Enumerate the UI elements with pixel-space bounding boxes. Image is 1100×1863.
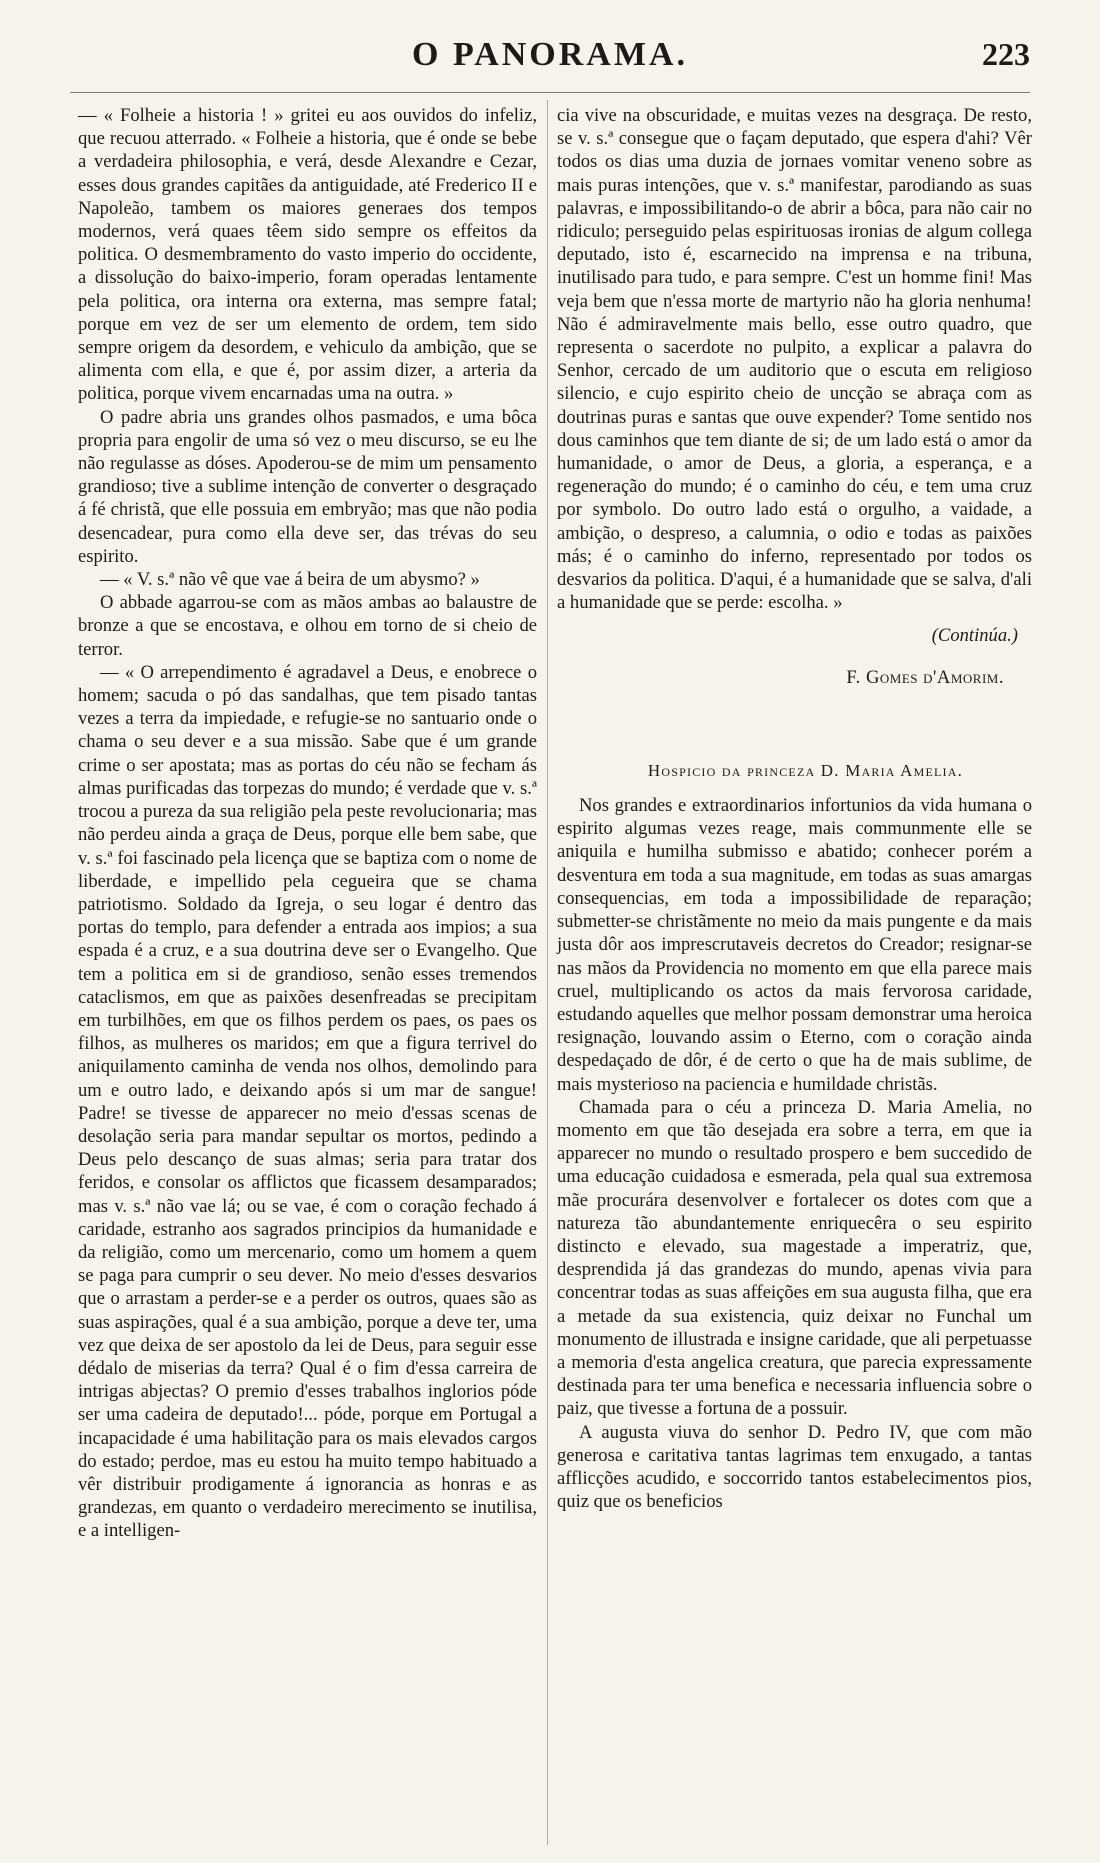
paragraph: — « V. s.ª não vê que vae á beira de um abysmo? » xyxy=(100,569,480,591)
paragraph: O abbade agarrou-se com as mãos ambas ao balaustre de bronze a que se encostava, e olhou em torno de si cheio de terror. xyxy=(78,592,537,660)
page-number: 223 xyxy=(982,36,1030,72)
paragraph: O padre abria uns grandes olhos pasmados, e uma bôca propria para engolir de uma só vez o meu discurso, se eu lhe não regulasse as dóses. Apoderou-se de mim um pensamento grandioso; tive a sublime intenção de converter o desgraçado á fé christã, que elle possuia em embryão; mas que não podia desencadear, pura como ella deve ser, das trévas do seu espirito. xyxy=(78,406,537,567)
paragraph: Chamada para o céu a princeza D. Maria Amelia, no momento em que tão desejada era sobre a terra, em que ia apparecer no mundo o resultado prospero e bem succedido de uma educação cuidadosa e esmerada, pela qual sua extremosa mãe procurára desenvolver e fortalecer os dotes com que a natureza tão abundantemente enriquecêra o seu espirito distincto e elevado, sua magestade a imperatriz, que, desprendida já das grandezas do mundo, apenas vivia para concentrar todas as suas affeições em sua augusta filha, que era a metade da sua existencia, quiz deixar no Funchal um monumento de illustrada e insigne caridade, que ali perpetuasse a memoria d'esta angelica creatura, que parecia expressamente destinada para ter uma benefica e necessaria influencia sobre o paiz, que tivesse a fortuna de a possuir. xyxy=(557,1096,1032,1420)
column-divider xyxy=(547,100,548,1845)
paragraph: — « O arrependimento é agradavel a Deus, e enobrece o homem; sacuda o pó das sandalhas, que tem pisado tantas vezes a terra da impiedade, e refugie-se no santuario onde o chama o seu dever e a sua missão. Sabe que é um grande crime o ser apostata; mas as portas do céu não se fecham ás almas purificadas das torpezas do mundo; é verdade que v. s.ª trocou a pureza da sua religião pela peste revolucionaria; mas não perdeu ainda a graça de Deus, porque elle bem sabe, que v. s.ª foi fascinado pela licença que se baptiza com o nome de liberdade, e impellido pela cegueira que se chama patriotismo. Soldado da Igreja, o seu logar é dentro das portas do templo, para defender a entrada aos impios; a sua espada é a cruz, e a sua doutrina deve ser o Evangelho. Que tem a politica em si de grandioso, senão esses tremendos cataclismos, em que as paixões desenfreadas se precipitam em turbilhões, em que os filhos perdem os paes, os paes os filhos, as mulheres os maridos; em que a figura terrivel do aniquilamento caminha de venda nos olhos, demolindo para um e outro lado, e deixando após si um mar de sangue! Padre! se tivesse de apparecer no meio d'essas scenas de desolação seria para mandar sepultar os mortos, pedindo a Deus pelo descanço de suas almas; seria para tratar dos feridos, e consolar os afflictos que ficassem desamparados; mas v. s.ª não vae lá; ou se vae, é com o coração fechado á caridade, estranho aos sagrados principios da humanidade e da religião, como um mercenario, como um homem a quem se paga para cumprir o seu dever. No meio d'esses desvarios que o arrastam a perder-se e a perder os outros, quaes são as suas aspirações, qual é a sua ambição, porque a deve ter, uma vez que deixa de ser apostolo da lei de Deus, para seguir esse dédalo de miserias da terra? Qual é o fim d'essa carreira de intrigas abjectas? O premio d'esses trabalhos inglorios póde ser uma cadeira de deputado!... póde, porque em Portugal a incapacidade é uma habilitação para os mais elevados cargos do estado; perdoe, mas eu estou ha muito tempo habituado a vêr distribuir prodigamente á ignorancia as honras e as grandezas, em quanto o verdadeiro merecimento se inutilisa, e a intelligen- xyxy=(78,661,537,1542)
left-column xyxy=(78,104,537,1543)
section-title: Hospicio da princeza D. Maria Amelia. xyxy=(647,760,964,780)
continued-note: (Continúa.) xyxy=(931,625,1018,647)
right-column xyxy=(557,104,1032,1513)
page-header xyxy=(70,36,1030,86)
author-signature: F. Gomes d'Amorim. xyxy=(846,666,1004,688)
paragraph: — « Folheie a historia ! » gritei eu aos ouvidos do infeliz, que recuou atterrado. « Folheie a historia, que é onde se bebe a verdadeira philosophia, e verá, desde Alexandre e Cezar, esses dous grandes capitães da antiguidade, até Frederico II e Napoleão, tambem os maiores generaes dos tempos modernos, verá quaes têem sido sempre os effeitos da politica. O desmembramento do vasto imperio do occidente, a dissolução do baixo-imperio, foram operadas lentamente pela politica, ora interna ora externa, mas sempre fatal; porque em vez de ser um elemento de ordem, tem sido sempre origem da desordem, e vehiculo da ambição, que se alimenta com ella, e que é, por assim dizer, a arteria da politica, porque vivem encarnadas uma na outra. » xyxy=(78,105,537,405)
paragraph: cia vive na obscuridade, e muitas vezes na desgraça. De resto, se v. s.ª consegue que o façam deputado, que espera d'ahi? Vêr todos os dias uma duzia de jornaes vomitar veneno sobre as mais puras intenções, que v. s.ª manifestar, parodiando as suas palavras, e impossibilitando-o de abrir a bôca, para não cair no ridiculo; perseguido pelas espirituosas ironias de algum collega deputado, isto é, escarnecido na imprensa e na tribuna, inutilisado para tudo, e para sempre. C'est un homme fini! Mas veja bem que n'essa morte de martyrio não ha gloria nenhuma! Não é admiravelmente mais bello, esse outro quadro, que representa o sacerdote no pulpito, a explicar a palavra do Senhor, cercado de um auditorio que o escuta em religioso silencio, e cujo espirito cheio de uncção se abraça com as doutrinas puras e santas que ouve expender? Tome sentido nos dous caminhos que tem diante de si; de um lado está o amor da humanidade, o amor de Deus, a gloria, a esperança, e a regeneração do mundo; é o caminho do céu, e tem uma cruz por symbolo. Do outro lado está o orgulho, a vaidade, a ambição, o despreso, a calumnia, o odio e todas as paixões más; é o caminho do inferno, representado por todos os desvarios da politica. D'aqui, é a humanidade que se salva, d'ali a humanidade que se perde: escolha. » xyxy=(557,105,1032,614)
masthead-title: O PANORAMA. xyxy=(412,36,688,73)
header-rule xyxy=(70,92,1030,93)
paragraph: Nos grandes e extraordinarios infortunios da vida humana o espirito algumas vezes reage, mais communmente elle se aniquila e humilha submisso e abatido; conhecer porém a desventura em toda a sua magnitude, em todas as suas amargas consequencias, em toda a impossibilidade de reparação; submetter-se christãmente no meio da mais pungente e da mais justa dôr aos imprescrutaveis decretos do Creador; resignar-se nas mãos da Providencia no momento em que ella parece mais cruel, multiplicando os actos da mais fervorosa caridade, estudando aquelles que melhor possam demonstrar uma heroica resignação, louvando assim o Eterno, com o coração ainda despedaçado de dôr, é de certo o que ha de mais sublime, de mais mysterioso na paciencia e humildade christãs. xyxy=(557,795,1032,1095)
paragraph: A augusta viuva do senhor D. Pedro IV, que com mão generosa e caritativa tantas lagrimas tem enxugado, a tantas afflicções acudido, e soccorrido tantos estabelecimentos pios, quiz que os beneficios xyxy=(557,1421,1032,1513)
